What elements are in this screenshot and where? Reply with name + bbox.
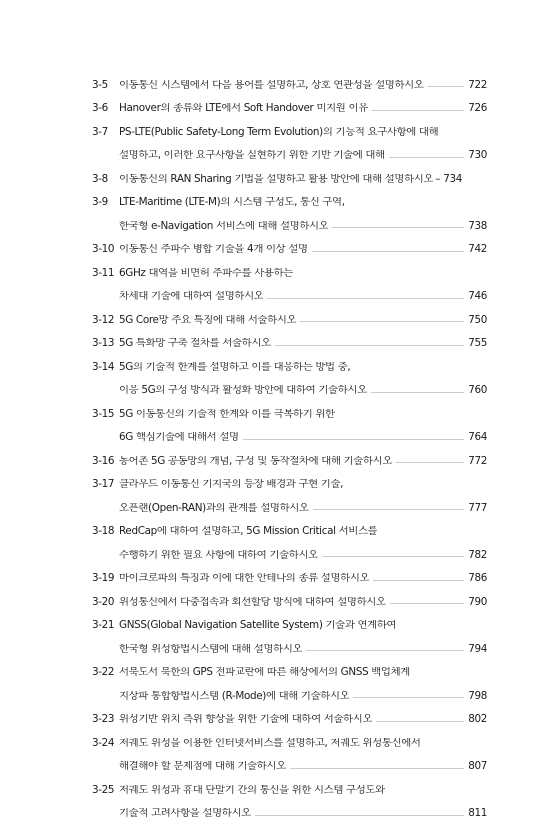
toc-entry-title: 이동통신의 RAN Sharing 기법을 설명하고 활용 방안에 대해 설명하시오 — [119, 174, 433, 184]
toc-entry-continuation[interactable] — [92, 285, 487, 309]
toc-entry[interactable] — [92, 449, 487, 473]
toc-leader-dots — [255, 815, 464, 816]
toc-entry[interactable] — [92, 778, 487, 802]
toc-entry-page: 750 — [467, 315, 487, 325]
toc-entry-title: 한국형 e-Navigation 서비스에 대해 설명하시오 — [119, 221, 328, 231]
toc-entry[interactable] — [92, 191, 487, 215]
toc-leader-dots — [332, 227, 464, 228]
toc-entry-title: 한국형 위성항법시스템에 대해 설명하시오 — [119, 644, 302, 654]
toc-entry-page: 760 — [467, 385, 487, 395]
toc-entry-number: 3-21 — [92, 620, 119, 630]
toc-entry-number: 3-22 — [92, 667, 119, 677]
toc-entry-title: 5G 이동통신의 기술적 한계와 이를 극복하기 위한 — [119, 409, 335, 419]
toc-entry-title: GNSS(Global Navigation Satellite System) 기술과 연계하여 — [119, 620, 396, 630]
toc-entry-page: 798 — [467, 691, 487, 701]
toc-leader-dots — [373, 580, 464, 581]
toc-entry-number: 3-8 — [92, 174, 119, 184]
toc-entry[interactable] — [92, 73, 487, 97]
toc-entry-continuation[interactable] — [92, 214, 487, 238]
toc-leader-dots — [372, 110, 464, 111]
toc-entry[interactable] — [92, 473, 487, 497]
toc-entry-page: 777 — [467, 503, 487, 513]
toc-entry-number: 3-11 — [92, 268, 119, 278]
toc-entry-page: 786 — [467, 573, 487, 583]
toc-entry-page: 764 — [467, 432, 487, 442]
toc-entry-number: 3-10 — [92, 244, 119, 254]
toc-leader-dots — [322, 556, 464, 557]
toc-entry-continuation[interactable] — [92, 426, 487, 450]
toc-entry-number: 3-25 — [92, 785, 119, 795]
toc-entry-continuation[interactable] — [92, 496, 487, 520]
toc-entry[interactable] — [92, 614, 487, 638]
toc-entry-title: 5G Core망 주요 특징에 대해 서술하시오 — [119, 315, 296, 325]
toc-entry-number: 3-9 — [92, 197, 119, 207]
toc-entry[interactable] — [92, 238, 487, 262]
toc-entry-page: 722 — [467, 80, 487, 90]
toc-entry-number: 3-12 — [92, 315, 119, 325]
toc-leader-dots — [312, 251, 464, 252]
toc-entry-page: 726 — [467, 103, 487, 113]
toc-entry-number: 3-13 — [92, 338, 119, 348]
toc-entry-page: 738 — [467, 221, 487, 231]
toc-entry[interactable] — [92, 567, 487, 591]
toc-entry-page: 742 — [467, 244, 487, 254]
toc-entry-title: 서북도서 북한의 GPS 전파교란에 따른 해상에서의 GNSS 백업체계 — [119, 667, 410, 677]
toc-leader-dots — [396, 462, 464, 463]
toc-leader-dots — [300, 321, 464, 322]
toc-entry[interactable] — [92, 731, 487, 755]
toc-entry-number: 3-19 — [92, 573, 119, 583]
toc-leader-dots — [390, 603, 464, 604]
toc-entry-title: 5G의 기술적 한계를 설명하고 이를 대응하는 방법 중, — [119, 362, 350, 372]
toc-entry-number: 3-16 — [92, 456, 119, 466]
toc-leader-dots — [353, 697, 464, 698]
toc-leader-dots — [275, 345, 464, 346]
toc-entry-title: 마이크로파의 특징과 이에 대한 안테나의 종류 설명하시오 — [119, 573, 369, 583]
toc-entry-title: 위성통신에서 다중접속과 회선할당 방식에 대하여 설명하시오 — [119, 597, 386, 607]
toc-entry-title: 저궤도 위성과 휴대 단말기 간의 통신을 위한 시스템 구성도와 — [119, 785, 385, 795]
toc-entry-title: RedCap에 대하여 설명하고, 5G Mission Critical 서비스를 — [119, 526, 377, 536]
toc-entry-continuation[interactable] — [92, 543, 487, 567]
toc-entry-page: 794 — [467, 644, 487, 654]
toc-entry-number: 3-17 — [92, 479, 119, 489]
toc-entry[interactable] — [92, 661, 487, 685]
toc-entry-page: 772 — [467, 456, 487, 466]
toc-entry-page: 802 — [467, 714, 487, 724]
toc-entry-continuation[interactable] — [92, 684, 487, 708]
toc-entry-page: 755 — [467, 338, 487, 348]
toc-entry-number: 3-5 — [92, 80, 119, 90]
toc-entry-title: 이응 5G의 구성 방식과 활성화 방안에 대하여 기술하시오 — [119, 385, 367, 395]
toc-leader-dots — [313, 509, 464, 510]
toc-entry-number: 3-7 — [92, 127, 119, 137]
toc-entry-title: 수행하기 위한 필요 사항에 대하여 기술하시오 — [119, 550, 318, 560]
toc-entry-continuation[interactable] — [92, 379, 487, 403]
toc-entry-page: 782 — [467, 550, 487, 560]
toc-entry-title: 클라우드 이동통신 기지국의 등장 배경과 구현 기술, — [119, 479, 343, 489]
toc-entry[interactable] — [92, 708, 487, 732]
toc-leader-dots — [267, 298, 464, 299]
toc-entry-number: 3-15 — [92, 409, 119, 419]
toc-entry-title: 해결해야 할 문제점에 대해 기술하시오 — [119, 761, 286, 771]
toc-entry[interactable] — [92, 520, 487, 544]
toc-entry[interactable] — [92, 402, 487, 426]
toc-entry-continuation[interactable] — [92, 802, 487, 825]
toc-entry-title: 차세대 기술에 대하여 설명하시오 — [119, 291, 263, 301]
toc-entry-title: 이동통신 주파수 병합 기술을 4개 이상 설명 — [119, 244, 308, 254]
toc-entry[interactable] — [92, 97, 487, 121]
toc-leader-dots — [306, 650, 464, 651]
toc-entry-number: 3-14 — [92, 362, 119, 372]
toc-entry-title: 위성기반 위치 측위 향상을 위한 기술에 대하여 서술하시오 — [119, 714, 372, 724]
toc-entry-continuation[interactable] — [92, 637, 487, 661]
toc-entry-title: 지상파 통합항법시스템 (R-Mode)에 대해 기술하시오 — [119, 691, 349, 701]
toc-leader-dots — [389, 157, 464, 158]
toc-entry-number: 3-24 — [92, 738, 119, 748]
toc-entry[interactable] — [92, 590, 487, 614]
toc-leader-dots — [376, 721, 464, 722]
toc-entry-continuation[interactable] — [92, 144, 487, 168]
toc-entry[interactable] — [92, 355, 487, 379]
toc-entry-title: 6G 핵심기술에 대해서 설명 — [119, 432, 239, 442]
toc-entry-number: 3-18 — [92, 526, 119, 536]
table-of-contents — [92, 73, 487, 825]
toc-entry-page: 811 — [467, 808, 487, 818]
toc-entry-number: 3-6 — [92, 103, 119, 113]
toc-entry[interactable] — [92, 332, 487, 356]
toc-entry-title: 농어촌 5G 공동망의 개념, 구성 및 동작절차에 대해 기술하시오 — [119, 456, 392, 466]
toc-entry-title: Hanover의 종류와 LTE에서 Soft Handover 미지원 이유 — [119, 103, 368, 113]
toc-entry-page: 746 — [467, 291, 487, 301]
toc-entry[interactable] — [92, 261, 487, 285]
toc-entry-page: 807 — [467, 761, 487, 771]
toc-leader-dash: – — [435, 174, 440, 184]
toc-entry-title: 오픈랜(Open-RAN)과의 관계를 설명하시오 — [119, 503, 309, 513]
toc-entry[interactable] — [92, 120, 487, 144]
toc-entry-page: 790 — [467, 597, 487, 607]
toc-entry-title: 설명하고, 이러한 요구사항을 실현하기 위한 기반 기술에 대해 — [119, 150, 385, 160]
toc-entry-title: 5G 특화망 구축 절차를 서술하시오 — [119, 338, 271, 348]
toc-entry-title: PS-LTE(Public Safety-Long Term Evolution)의 기능적 요구사항에 대해 — [119, 127, 438, 137]
toc-entry-title: LTE-Maritime (LTE-M)의 시스템 구성도, 통신 구역, — [119, 197, 345, 207]
toc-leader-dots — [428, 86, 464, 87]
toc-entry-title: 6GHz 대역을 비면허 주파수를 사용하는 — [119, 268, 293, 278]
toc-leader-dots — [243, 439, 464, 440]
toc-entry-title: 기술적 고려사항을 설명하시오 — [119, 808, 251, 818]
toc-entry-number: 3-23 — [92, 714, 119, 724]
toc-entry-title: 이동통신 시스템에서 다음 용어를 설명하고, 상호 연관성을 설명하시오 — [119, 80, 424, 90]
toc-entry[interactable] — [92, 308, 487, 332]
toc-entry[interactable] — [92, 167, 487, 191]
toc-leader-dots — [371, 392, 464, 393]
toc-entry-continuation[interactable] — [92, 755, 487, 779]
toc-entry-number: 3-20 — [92, 597, 119, 607]
toc-leader-dots — [290, 768, 464, 769]
toc-entry-page: 734 — [442, 174, 462, 184]
toc-entry-title: 저궤도 위성을 이용한 인터넷서비스를 설명하고, 저궤도 위성통신에서 — [119, 738, 421, 748]
toc-entry-page: 730 — [467, 150, 487, 160]
